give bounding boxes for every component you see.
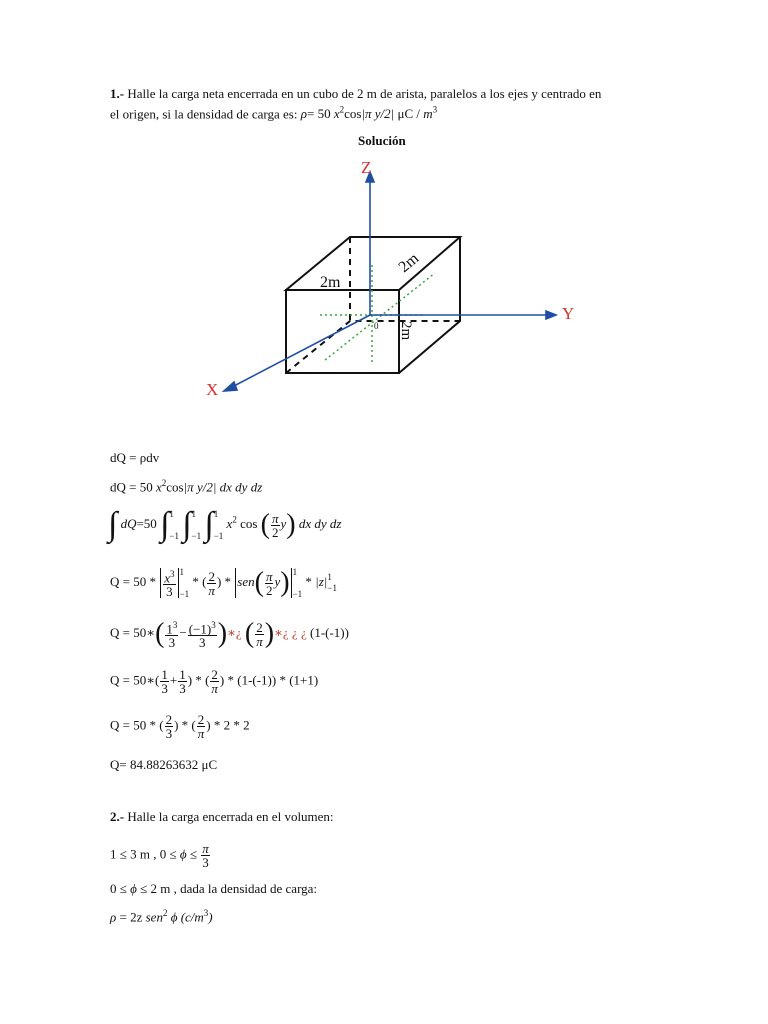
equation-6: Q = 50∗( $\frac{1}{3}$ + $\frac{1}{3}$ ) * ( $\frac{2}{\pi}$ ) * (1-(-1)) * (1+1) <box>110 667 319 696</box>
problem1-number: 1.- <box>110 86 125 101</box>
problem2-condition-2: 0 ≤ ϕ ≤ 2 m , dada la densidad de carga: <box>110 881 318 896</box>
axes <box>224 172 556 391</box>
problem1-text2: el origen, si la densidad de carga es: <box>110 106 298 122</box>
charge-density-formula: ρ= 50 $x^2\cos|\pi$ y/2| μC / $m^3$ <box>300 105 438 122</box>
equation-3: ∫ dQ=50 ∫1 −1 ∫1 −1 ∫1 −1 $x^2$ cos ( $\frac{\pi}{2}$ y) dx dy dz <box>108 506 342 543</box>
equation-1: dQ = ρdv <box>110 450 160 465</box>
equation-8-result: Q= 84.88263632 μC <box>110 757 218 772</box>
cube-front-face <box>286 290 399 373</box>
solution-title: Solución <box>358 133 406 148</box>
cube <box>286 237 460 373</box>
origin-label: 0 <box>374 321 379 331</box>
problem1-line2 <box>110 105 437 122</box>
problem1-line1 <box>110 86 601 102</box>
problem2-statement <box>110 809 334 825</box>
x-axis-label: X <box>206 380 219 399</box>
problem2-number: 2.- <box>110 809 125 824</box>
cube-top-face <box>286 237 460 290</box>
problem1-text: Halle la carga neta encerrada en un cubo de 2 m de arista, paralelos a los ejes y centrado en <box>124 86 602 101</box>
problem2-condition-1: 1 ≤ 3 m , 0 ≤ ϕ ≤ $\frac{\pi}{3}$ <box>110 841 209 870</box>
equation-4: Q = 50 * $\frac{x^3}{3}$ 1 −1 * ( $\frac{2}{\pi}$ ) * sen( $\frac{\pi}{2}$ y) 1 −1 * |z|1 −1 <box>110 566 337 600</box>
y-arrow <box>546 311 556 319</box>
x-axis <box>232 315 370 387</box>
equation-2: dQ = 50 $x^2\cos|\pi$ y/2| dx dy dz <box>110 478 263 495</box>
problem2-density: ρ = 2z sen$^2$ ϕ $(c/m^3)$ <box>110 908 213 925</box>
edge-label-front: 2m <box>320 274 341 291</box>
cube-figure <box>190 155 590 410</box>
equation-7: Q = 50 * ( $\frac{2}{3}$ ) * ( $\frac{2}{\pi}$ ) * 2 * 2 <box>110 712 250 741</box>
problem2-text: Halle la carga encerrada en el volumen: <box>124 809 334 824</box>
cube-hidden-edges <box>286 321 460 373</box>
x-arrow <box>224 382 237 391</box>
z-axis-label: Z <box>361 158 372 177</box>
edge-label-top: 2m <box>395 249 423 277</box>
equation-5: Q = 50∗( $\frac{1^3}{3}$ − $\frac{(-1)^3}{3}$ )∗¿ ( $\frac{2}{\pi}$ )∗¿ ¿ ¿ (1-(-1)) <box>110 618 349 651</box>
y-axis-label: Y <box>562 304 575 323</box>
edge-label-right: 2m <box>398 321 414 341</box>
guide-diagonal <box>325 273 435 360</box>
